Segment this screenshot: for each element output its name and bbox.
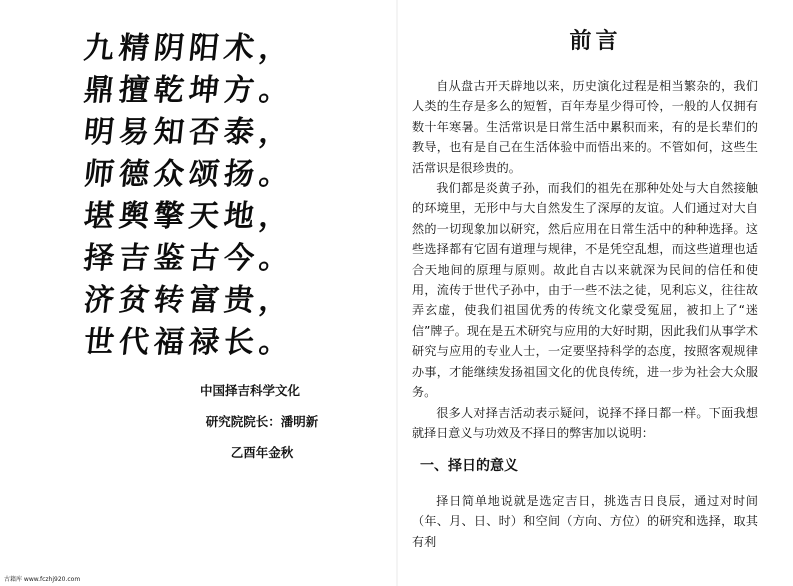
poem-line: 择吉鉴古今。 (82, 241, 296, 276)
paragraph: 我们都是炎黄子孙，而我们的祖先在那种处处与大自然接触的环境里，无形中与大自然发生了深厚的友谊。人们通过对大自然的一切现象加以研究，然后应用在日常生活中的种种选择。这些选择都有它固有道理与规律，不是凭空乱想，而这些道理也适合天地间的原理与原则。故此自古以来就深为民间的信任和使用，流传于世代子孙中，由于一些不法之徒，见利忘义，往往故弄玄虚，使我们祖国优秀的传统文化蒙受冤屈，被扣上了“迷信”牌子。现在是五术研究与应用的大好时期，因此我们从事学术研究与应用的专业人士，一定要坚持科学的态度，按照客观规律办事，才能继续发扬祖国文化的优良传统，进一步为社会大众服务。 (412, 181, 758, 400)
signature-organization: 中国择吉科学文化 (199, 383, 300, 398)
page-title: 前言 (569, 29, 622, 54)
signature-date: 乙酉年金秋 (230, 445, 294, 460)
paragraph: 自从盘古开天辟地以来，历史演化过程是相当繁杂的，我们人类的生存是多么的短暂，百年寿星少得可怜，一般的人仅拥有数十年寒暑。生活常识是日常生活中累积而来，有的是长辈们的教导，也有是自己在生活体验中而悟出来的。不管如何，这些生活常识是很珍贵的。 (412, 79, 758, 175)
poem-line: 明易知否泰， (82, 115, 296, 150)
paragraph: 很多人对择吉活动表示疑问，说择不择日都一样。下面我想就择日意义与功效及不择日的弊害加以说明： (412, 405, 758, 440)
poem-line: 师德众颂扬。 (82, 157, 296, 192)
paragraph: 择日简单地说就是选定吉日，挑选吉日良辰，通过对时间（年、月、日、时）和空间（方向、方位）的研究和选择，取其有利 (412, 494, 758, 549)
section-body (412, 491, 758, 552)
poem-line: 济贫转富贵， (82, 283, 296, 318)
signature-author: 研究院院长：潘明新 (205, 414, 319, 429)
section-heading: 一、择日的意义 (420, 458, 518, 474)
poem-line: 世代福禄长。 (82, 325, 296, 360)
poem-line: 九精阴阳术， (82, 31, 296, 66)
poem-line: 堪舆擎天地， (82, 199, 296, 234)
poem-line: 鼎擅乾坤方。 (82, 73, 296, 108)
preface-body (412, 76, 758, 443)
calligraphy-poem (84, 28, 384, 364)
right-page (398, 0, 793, 586)
watermark-footer: 古籍库 www.fczhj920.com (4, 576, 81, 583)
